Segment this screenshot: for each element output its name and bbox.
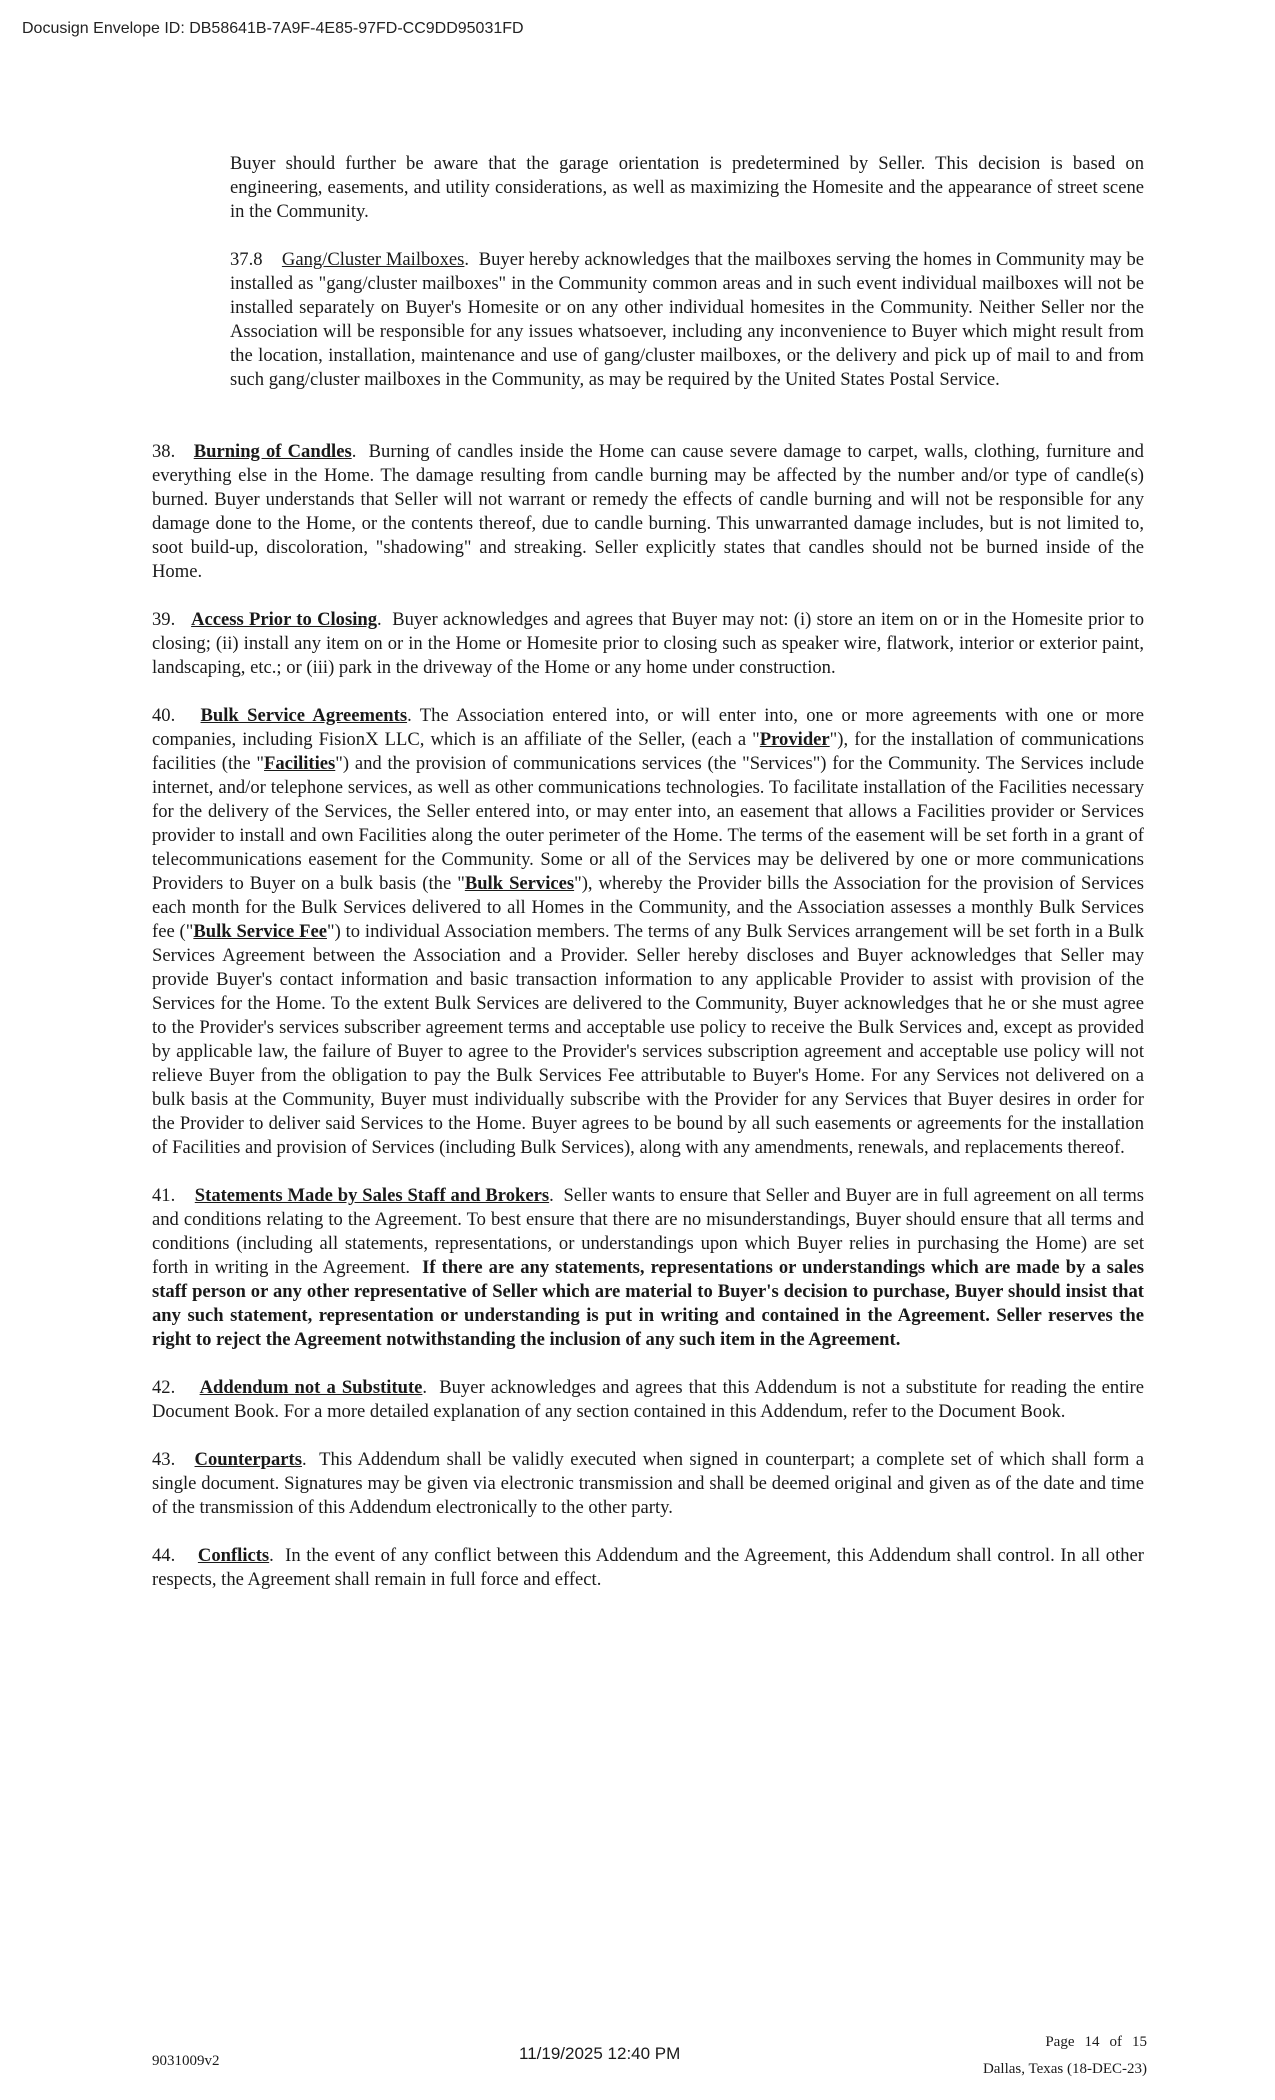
- section-text: Buyer hereby acknowledges that the mailboxes serving the homes in Community may be installed as "gang/cluster mailboxes" in the Community common areas and in such event individual mailboxes will not be installed separately on Buyer's Homesite or on any other individual homesites in the Community. Neither Seller nor the Association will be responsible for any issues whatsoever, including any inconvenience to Buyer which might result from the location, installation, maintenance and use of gang/cluster mailboxes, or the delivery and pick up of mail to and from such gang/cluster mailboxes in the Community, as may be required by the United States Postal Service.: [230, 249, 1145, 390]
- docusign-envelope-id: Docusign Envelope ID: DB58641B-7A9F-4E85-97FD-CC9DD95031FD: [22, 20, 524, 37]
- section-heading: Conflicts: [197, 1545, 270, 1566]
- document-body: [152, 152, 1144, 1616]
- defined-term-provider: Provider: [759, 729, 830, 750]
- page-label: Page: [1045, 2034, 1075, 2050]
- document-version: 9031009v2: [152, 2053, 220, 2069]
- section-text: In the event of any conflict between this Addendum and the Agreement, this Addendum shall control. In all other respects, the Agreement shall remain in full force and effect.: [152, 1545, 1144, 1590]
- section-heading: Bulk Service Agreements: [200, 705, 408, 726]
- section-38: 38. Burning of Candles. Burning of candles inside the Home can cause severe damage to carpet, walls, clothing, furniture and everything else in the Home. The damage resulting from candle burning may be affected by the number and/or type of candle(s) burned. Buyer understands that Seller will not warrant or remedy the effects of candle burning and will not be responsible for any damage done to the Home, or the contents thereof, due to candle burning. This unwarranted damage includes, but is not limited to, soot build-up, discoloration, "shadowing" and streaking. Seller explicitly states that candles should not be burned inside of the Home.: [152, 441, 1144, 582]
- defined-term-facilities: Facilities: [264, 753, 336, 774]
- section-number: 44.: [152, 1545, 176, 1566]
- page-indicator: [983, 2029, 1147, 2056]
- section-37-continuation: [152, 152, 1144, 392]
- section-number: 39.: [152, 609, 176, 630]
- signature-timestamp: 11/19/2025 12:40 PM: [519, 2044, 681, 2063]
- section-text: Buyer acknowledges and agrees that Buyer may not: (i) store an item on or in the Homesite prior to closing; (ii) install any item on or in the Home or Homesite prior to closing such as speaker wire, flatwork, interior or exterior paint, landscaping, etc.; or (iii) park in the driveway of the Home or any home under construction.: [152, 609, 1145, 678]
- page-total: 15: [1132, 2034, 1147, 2050]
- section-bold-text: If there are any statements, representations or understandings which are made by a sales staff person or any other representative of Seller which are material to Buyer's decision to purchase, Buyer should insist that any such statement, representation or understanding is put in writing and contained in the Agreement. Seller reserves the right to reject the Agreement notwithstanding the inclusion of any such item in the Agreement.: [152, 1257, 1144, 1350]
- garage-orientation-paragraph: Buyer should further be aware that the garage orientation is predetermined by Seller. This decision is based on engineering, easements, and utility considerations, as well as maximizing the Homesite and the appearance of street scene in the Community.: [230, 153, 1144, 222]
- section-40: 40. Bulk Service Agreements. The Association entered into, or will enter into, one or more agreements with one or more companies, including FisionX LLC, which is an affiliate of the Seller, (each a "Provider"), for the installation of communications facilities (the "Facilities") and the provision of communications services (the "Services") for the Community. The Services include internet, and/or telephone services, as well as other communications technologies. To facilitate installation of the Facilities necessary for the delivery of the Services, the Seller entered into, or may enter into, an easement that allows a Facilities provider or Services provider to install and own Facilities along the outer perimeter of the Home. The terms of the easement will be set forth in a grant of telecommunications easement for the Community. Some or all of the Services may be delivered by one or more communications Providers to Buyer on a bulk basis (the "Bulk Services"), whereby the Provider bills the Association for the provision of Services each month for the Bulk Services delivered to all Homes in the Community, and the Association assesses a monthly Bulk Services fee ("Bulk Service Fee") to individual Association members. The terms of any Bulk Services arrangement will be set forth in a Bulk Services Agreement between the Association and a Provider. Seller hereby discloses and Buyer acknowledges that Seller may provide Buyer's contact information and basic transaction information to any applicable Provider to assist with provision of the Services for the Home. To the extent Bulk Services are delivered to the Community, Buyer acknowledges that he or she must agree to the Provider's services subscriber agreement terms and acceptable use policy to receive the Bulk Services and, except as provided by applicable law, the failure of Buyer to agree to the Provider's services subscription agreement and acceptable use policy will not relieve Buyer from the obligation to pay the Bulk Services Fee attributable to Buyer's Home. For any Services not delivered on a bulk basis at the Community, Buyer must individually subscribe with the Provider for any Services that Buyer desires in order for the Provider to deliver said Services to the Home. Buyer agrees to be bound by all such easements or agreements for the installation of Facilities and provision of Services (including Bulk Services), along with any amendments, renewals, and replacements thereof.: [152, 705, 1145, 1158]
- section-heading: Gang/Cluster Mailboxes: [281, 249, 465, 270]
- section-number: 37.8: [230, 249, 263, 270]
- section-37-8: 37.8 Gang/Cluster Mailboxes. Buyer hereby acknowledges that the mailboxes serving the homes in Community may be installed as "gang/cluster mailboxes" in the Community common areas and in such event individual mailboxes will not be installed separately on Buyer's Homesite or on any other individual homesites in the Community. Neither Seller nor the Association will be responsible for any issues whatsoever, including any inconvenience to Buyer which might result from the location, installation, maintenance and use of gang/cluster mailboxes, or the delivery and pick up of mail to and from such gang/cluster mailboxes in the Community, as may be required by the United States Postal Service.: [230, 249, 1145, 390]
- section-text: This Addendum shall be validly executed when signed in counterpart; a complete set of which shall form a single document. Signatures may be given via electronic transmission and shall be deemed original and given as of the date and time of the transmission of this Addendum electronically to the other party.: [152, 1449, 1145, 1518]
- defined-term-bulk-service-fee: Bulk Service Fee: [193, 921, 327, 942]
- section-39: 39. Access Prior to Closing. Buyer acknowledges and agrees that Buyer may not: (i) store an item on or in the Homesite prior to closing; (ii) install any item on or in the Home or Homesite prior to closing such as speaker wire, flatwork, interior or exterior paint, landscaping, etc.; or (iii) park in the driveway of the Home or any home under construction.: [152, 609, 1145, 678]
- section-heading: Burning of Candles: [193, 441, 352, 462]
- section-heading: Counterparts: [194, 1449, 302, 1470]
- jurisdiction-label: Dallas, Texas (18-DEC-23): [982, 2061, 1147, 2077]
- section-number: 42.: [152, 1377, 176, 1398]
- section-44: 44. Conflicts. In the event of any conflict between this Addendum and the Agreement, this Addendum shall control. In all other respects, the Agreement shall remain in full force and effect.: [152, 1545, 1144, 1590]
- page-number: 14: [1084, 2034, 1100, 2050]
- section-text: Buyer acknowledges and agrees that this Addendum is not a substitute for reading the entire Document Book. For a more detailed explanation of any section contained in this Addendum, refer to the Document Book.: [152, 1377, 1144, 1422]
- section-text: Seller wants to ensure that Seller and Buyer are in full agreement on all terms and conditions relating to the Agreement. To best ensure that there are no misunderstandings, Buyer should ensure that all terms and conditions (including all statements, representations, or understandings upon which Buyer relies in purchasing the Home) are set forth in writing in the Agreement.: [152, 1185, 1145, 1278]
- section-heading: Addendum not a Substitute: [199, 1377, 423, 1398]
- section-text: Burning of candles inside the Home can cause severe damage to carpet, walls, clothing, furniture and everything else in the Home. The damage resulting from candle burning may be affected by the number and/or type of candle(s) burned. Buyer understands that Seller will not warrant or remedy the effects of candle burning and will not be responsible for any damage done to the Home, or the contents thereof, due to candle burning. This unwarranted damage includes, but is not limited to, soot build-up, discoloration, "shadowing" and streaking. Seller explicitly states that candles should not be burned inside of the Home.: [152, 441, 1144, 582]
- page-footer: [983, 2029, 1147, 2083]
- section-number: 38.: [152, 441, 176, 462]
- section-number: 43.: [152, 1449, 176, 1470]
- section-number: 40.: [152, 705, 176, 726]
- section-number: 41.: [152, 1185, 176, 1206]
- of-label: of: [1109, 2034, 1122, 2050]
- defined-term-bulk-services: Bulk Services: [464, 873, 575, 894]
- section-41: 41. Statements Made by Sales Staff and Brokers. Seller wants to ensure that Seller and Buyer are in full agreement on all terms and conditions relating to the Agreement. To best ensure that there are no misunderstandings, Buyer should ensure that all terms and conditions (including all statements, representations, or understandings upon which Buyer relies in purchasing the Home) are set forth in writing in the Agreement. If there are any statements, representations or understandings which are made by a sales staff person or any other representative of Seller which are material to Buyer's decision to purchase, Buyer should insist that any such statement, representation or understanding is put in writing and contained in the Agreement. Seller reserves the right to reject the Agreement notwithstanding the inclusion of any such item in the Agreement.: [152, 1185, 1145, 1350]
- section-heading: Statements Made by Sales Staff and Brokers: [194, 1185, 550, 1206]
- section-heading: Access Prior to Closing: [191, 609, 377, 630]
- section-42: 42. Addendum not a Substitute. Buyer acknowledges and agrees that this Addendum is not a substitute for reading the entire Document Book. For a more detailed explanation of any section contained in this Addendum, refer to the Document Book.: [152, 1377, 1144, 1422]
- section-43: 43. Counterparts. This Addendum shall be validly executed when signed in counterpart; a complete set of which shall form a single document. Signatures may be given via electronic transmission and shall be deemed original and given as of the date and time of the transmission of this Addendum electronically to the other party.: [152, 1449, 1145, 1518]
